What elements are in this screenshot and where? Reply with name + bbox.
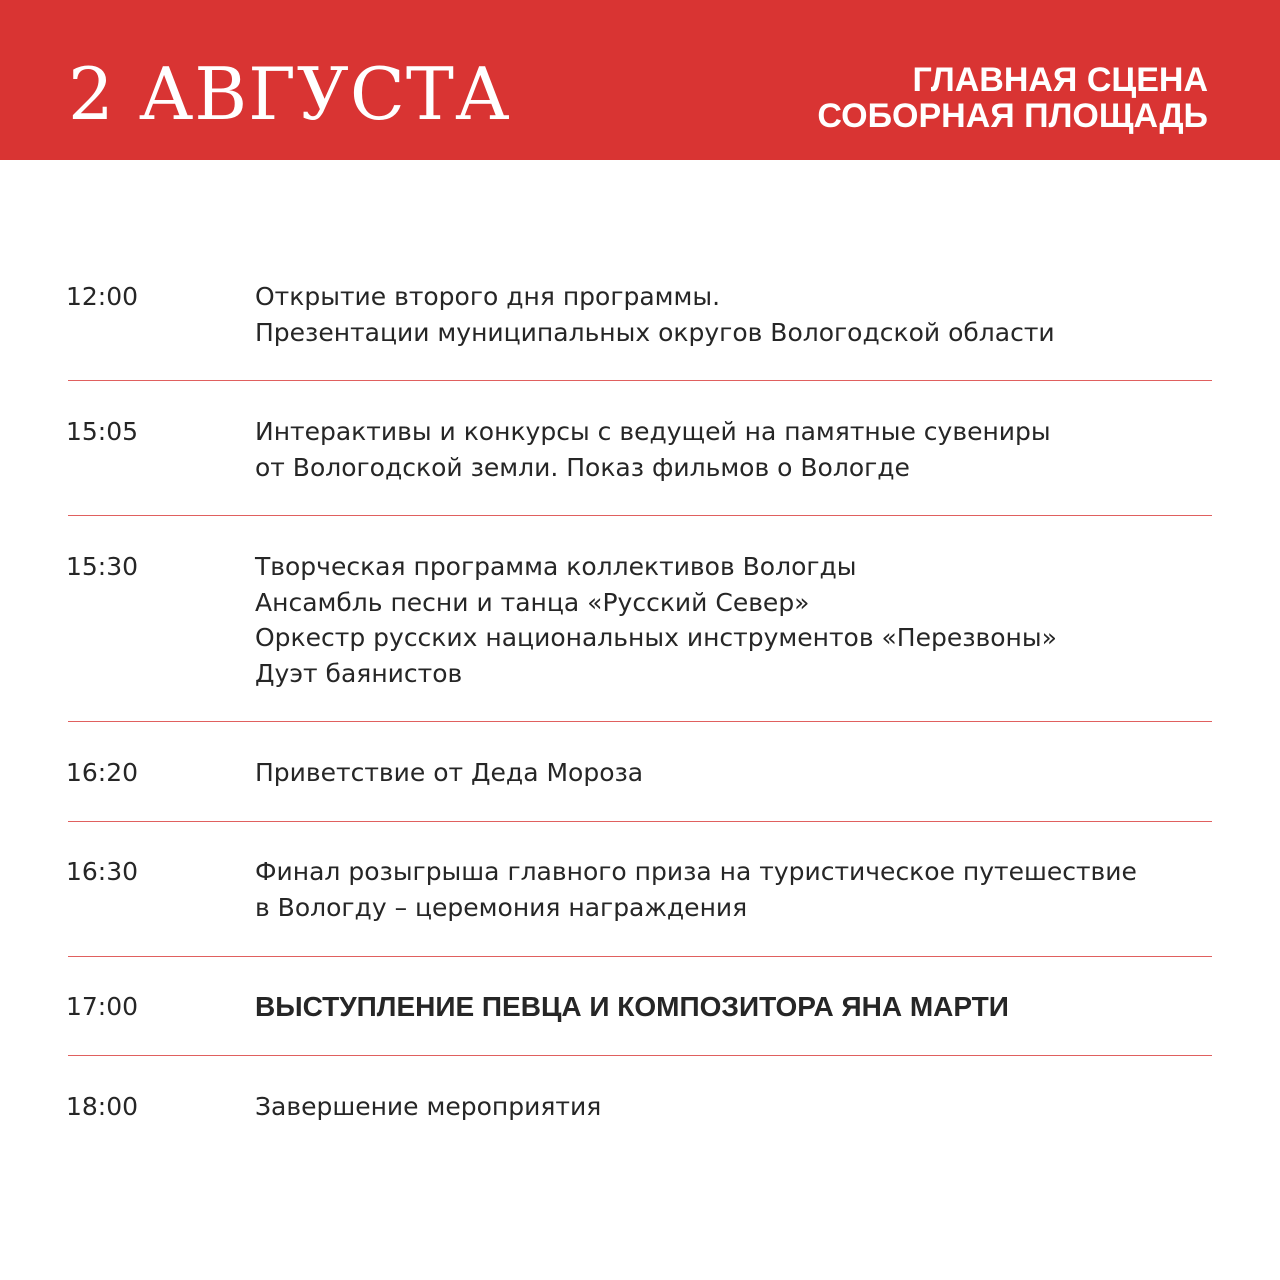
description-line: Дуэт баянистов: [255, 658, 463, 688]
venue-line-square: СОБОРНАЯ ПЛОЩАДЬ: [817, 97, 1208, 135]
description-line: Оркестр русских национальных инструментов «Перезвоны»: [255, 623, 1057, 652]
description-line: Финал розыгрыша главного приза на туристическое путешествие: [255, 857, 1137, 886]
description-line: от Вологодской земли. Показ фильмов о Вологде: [255, 452, 910, 482]
description-line: Приветствие от Деда Мороза: [255, 758, 644, 787]
row-divider: [68, 956, 1212, 957]
schedule-description: [255, 1089, 601, 1125]
description-line: ВЫСТУПЛЕНИЕ ПЕВЦА И КОМПОЗИТОРА ЯНА МАРТИ: [255, 991, 1009, 1022]
description-line: Завершение мероприятия: [255, 1092, 602, 1121]
header-banner: [0, 0, 1280, 160]
schedule-description: [255, 549, 1057, 691]
schedule-time: 17:00: [66, 992, 139, 1021]
description-line: Интерактивы и конкурсы с ведущей на памятные сувениры: [255, 417, 1051, 446]
schedule-description: [255, 854, 1137, 925]
schedule-time: 16:20: [66, 758, 139, 787]
description-line: Ансамбль песни и танца «Русский Север»: [255, 587, 810, 617]
schedule-description: [255, 755, 643, 791]
schedule-time: 12:00: [66, 282, 139, 311]
venue-title: [817, 62, 1208, 134]
row-divider: [68, 515, 1212, 516]
schedule-description: [255, 279, 1055, 350]
venue-line-stage: ГЛАВНАЯ СЦЕНА: [912, 61, 1208, 99]
row-divider: [68, 821, 1212, 822]
description-line: в Вологду – церемония награждения: [255, 892, 748, 922]
schedule-time: 15:05: [66, 417, 139, 446]
description-line: Презентации муниципальных округов Вологодской области: [255, 317, 1055, 347]
row-divider: [68, 380, 1212, 381]
date-title: 2 АВГУСТА: [68, 52, 511, 136]
schedule-time: 16:30: [66, 857, 139, 886]
schedule-time: 15:30: [66, 552, 139, 581]
schedule-headline: [255, 989, 1009, 1025]
description-line: Творческая программа коллективов Вологды: [255, 552, 857, 581]
schedule-time: 18:00: [66, 1092, 139, 1121]
schedule-description: [255, 414, 1051, 485]
row-divider: [68, 721, 1212, 722]
row-divider: [68, 1055, 1212, 1056]
description-line: Открытие второго дня программы.: [255, 282, 721, 311]
